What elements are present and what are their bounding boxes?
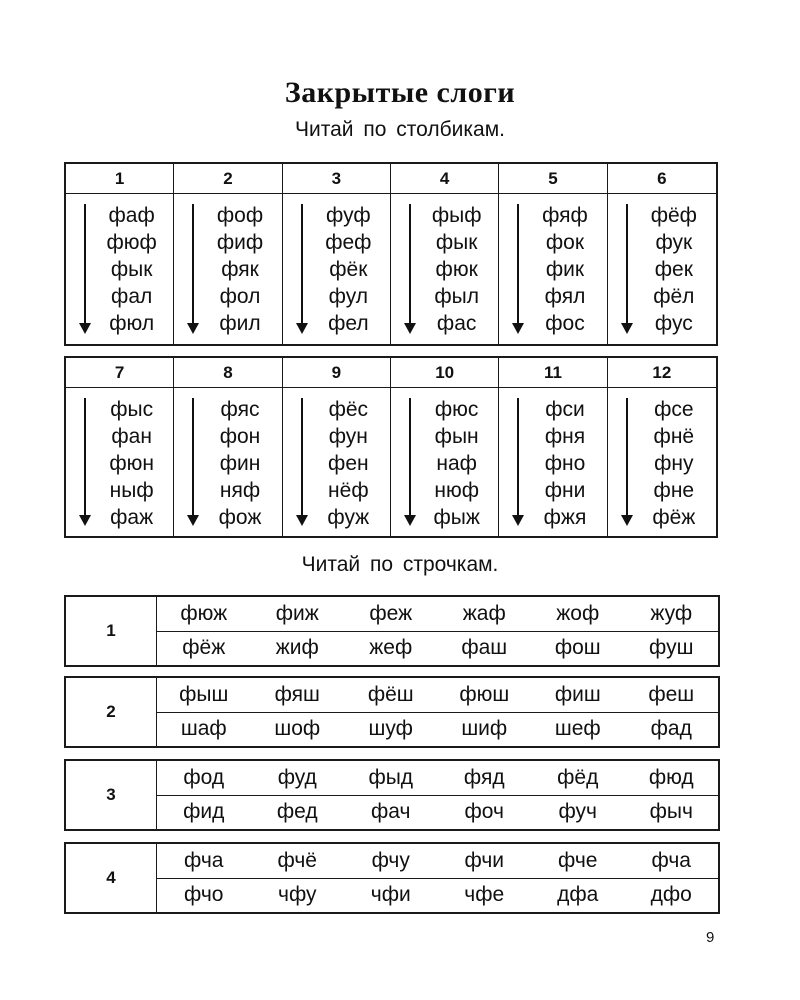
down-arrow-icon: [404, 398, 416, 526]
column-body: [608, 194, 716, 344]
syllable: фюс: [434, 398, 479, 421]
syllable: фыч: [649, 800, 693, 824]
column-table: [64, 162, 718, 346]
syllable: фуд: [277, 765, 317, 789]
column-body: [66, 194, 173, 344]
syllable-list: [634, 202, 714, 337]
column-body: [66, 388, 173, 536]
syllable-list: [200, 396, 279, 531]
syllable: жиф: [275, 636, 319, 660]
down-arrow-icon: [404, 204, 416, 334]
column-cell: [66, 164, 174, 344]
syllable: жоф: [556, 601, 600, 625]
syllable-row: [157, 761, 718, 796]
syllable: фси: [545, 398, 585, 421]
arrow-shaft: [409, 398, 411, 517]
arrow-shaft: [517, 398, 519, 517]
arrow-shaft: [626, 398, 628, 517]
syllable: фек: [654, 258, 693, 281]
syllable: фун: [328, 425, 368, 448]
arrow-head: [404, 323, 416, 334]
syllable-list: [417, 202, 496, 337]
syllable: фюн: [109, 452, 154, 475]
syllable-row: [157, 879, 718, 913]
syllable: фыш: [179, 682, 229, 706]
syllable: чфи: [370, 883, 411, 907]
column-body: [283, 194, 390, 344]
column-number: 1: [66, 164, 173, 194]
arrow-shaft: [192, 204, 194, 325]
syllable: феж: [369, 601, 413, 625]
column-body: [283, 388, 390, 536]
syllable: фжя: [543, 506, 587, 529]
syllable: фын: [434, 425, 479, 448]
syllable-row: [157, 713, 718, 747]
arrow-shaft: [84, 204, 86, 325]
arrow-head: [621, 515, 633, 526]
arrow-shaft: [301, 398, 303, 517]
syllable: фуф: [326, 204, 371, 227]
syllable: фяд: [463, 765, 505, 789]
syllable: фоф: [216, 204, 264, 227]
column-body: [608, 388, 716, 536]
column-table: [64, 356, 718, 538]
column-number: 2: [174, 164, 281, 194]
column-cell: [174, 358, 282, 536]
syllable: фаш: [461, 636, 508, 660]
syllable: шоф: [274, 717, 321, 741]
down-arrow-icon: [187, 204, 199, 334]
column-cell: [66, 358, 174, 536]
syllable: дфо: [650, 883, 692, 907]
syllable: фуч: [558, 800, 597, 824]
arrow-head: [512, 515, 524, 526]
column-cell: [283, 358, 391, 536]
syllable: фюл: [109, 312, 155, 335]
syllable: фчи: [464, 848, 504, 872]
row-table: [64, 842, 720, 914]
down-arrow-icon: [512, 204, 524, 334]
syllable: фык: [435, 231, 478, 254]
arrow-shaft: [517, 204, 519, 325]
syllable: фыд: [368, 765, 414, 789]
column-number: 12: [608, 358, 716, 388]
row-table: [64, 676, 720, 748]
syllable: фял: [544, 285, 586, 308]
syllable: фок: [545, 231, 585, 254]
syllable: фёф: [650, 204, 697, 227]
syllable: фяш: [274, 682, 320, 706]
syllable: фил: [219, 312, 261, 335]
row-table: [64, 595, 720, 667]
syllable: фче: [558, 848, 598, 872]
column-number: 5: [499, 164, 606, 194]
row-number: 4: [66, 844, 157, 912]
syllable: фин: [219, 452, 261, 475]
syllable: фож: [218, 506, 262, 529]
syllable: фус: [654, 312, 693, 335]
syllable: фнё: [653, 425, 695, 448]
syllable: фид: [183, 800, 225, 824]
syllable: фоч: [464, 800, 504, 824]
row-number: 2: [66, 678, 157, 746]
syllable: шиф: [461, 717, 508, 741]
syllable: фяк: [221, 258, 259, 281]
column-body: [174, 388, 281, 536]
syllable: нюф: [434, 479, 479, 502]
syllable: фёс: [328, 398, 369, 421]
column-body: [499, 194, 606, 344]
column-number: 6: [608, 164, 716, 194]
arrow-head: [621, 323, 633, 334]
syllable: фчо: [184, 883, 224, 907]
syllable: фаж: [110, 506, 154, 529]
syllable: фед: [276, 800, 318, 824]
syllable: жеф: [369, 636, 413, 660]
syllable-row: [157, 597, 718, 632]
syllable: фиш: [554, 682, 601, 706]
syllable: нёф: [328, 479, 369, 502]
row-lines: [157, 844, 718, 912]
column-number: 8: [174, 358, 281, 388]
instruction-columns: Читай по столбикам.: [295, 118, 505, 141]
syllable-row: [157, 796, 718, 830]
syllable: шеф: [554, 717, 601, 741]
syllable: фни: [544, 479, 586, 502]
syllable: фык: [110, 258, 153, 281]
arrow-head: [296, 515, 308, 526]
arrow-head: [79, 323, 91, 334]
down-arrow-icon: [79, 204, 91, 334]
syllable: фча: [651, 848, 691, 872]
down-arrow-icon: [296, 204, 308, 334]
row-number: 3: [66, 761, 157, 829]
arrow-head: [404, 515, 416, 526]
syllable: фяф: [542, 204, 588, 227]
arrow-shaft: [409, 204, 411, 325]
syllable: жуф: [650, 601, 693, 625]
syllable-list: [92, 396, 171, 531]
column-number: 10: [391, 358, 498, 388]
column-cell: [283, 164, 391, 344]
arrow-head: [187, 515, 199, 526]
arrow-head: [296, 323, 308, 334]
syllable: шуф: [368, 717, 413, 741]
syllable: няф: [219, 479, 261, 502]
column-cell: [391, 358, 499, 536]
syllable: фёж: [182, 636, 226, 660]
column-body: [174, 194, 281, 344]
syllable: дфа: [557, 883, 599, 907]
column-cell: [499, 164, 607, 344]
syllable: фиф: [216, 231, 264, 254]
syllable: фос: [545, 312, 585, 335]
syllable: фня: [544, 425, 586, 448]
syllable-list: [417, 396, 496, 531]
syllable: фыж: [433, 506, 480, 529]
syllable: фчё: [277, 848, 317, 872]
syllable: фод: [183, 765, 225, 789]
syllable-list: [634, 396, 714, 531]
syllable: фад: [650, 717, 692, 741]
syllable: фаф: [108, 204, 155, 227]
syllable: фно: [544, 452, 586, 475]
syllable: фёл: [653, 285, 695, 308]
syllable: фёш: [367, 682, 414, 706]
syllable: наф: [436, 452, 477, 475]
syllable: фюж: [180, 601, 228, 625]
syllable: фюк: [435, 258, 478, 281]
arrow-head: [512, 323, 524, 334]
syllable: фыф: [431, 204, 482, 227]
syllable: фик: [545, 258, 585, 281]
syllable-list: [92, 202, 171, 337]
syllable: фсе: [654, 398, 694, 421]
down-arrow-icon: [621, 398, 633, 526]
arrow-shaft: [84, 398, 86, 517]
syllable: фел: [328, 312, 369, 335]
syllable: ныф: [109, 479, 154, 502]
column-number: 4: [391, 164, 498, 194]
syllable: фук: [655, 231, 693, 254]
syllable: фон: [219, 425, 261, 448]
column-cell: [499, 358, 607, 536]
syllable: фяс: [220, 398, 260, 421]
down-arrow-icon: [187, 398, 199, 526]
syllable: фуш: [649, 636, 694, 660]
syllable: фне: [653, 479, 695, 502]
syllable-row: [157, 844, 718, 879]
syllable: чфе: [464, 883, 505, 907]
syllable-list: [525, 396, 604, 531]
syllable: фёк: [329, 258, 368, 281]
syllable: фен: [328, 452, 369, 475]
syllable: феш: [648, 682, 695, 706]
row-lines: [157, 761, 718, 829]
syllable: фюш: [459, 682, 510, 706]
syllable: фёж: [652, 506, 696, 529]
arrow-head: [187, 323, 199, 334]
column-number: 9: [283, 358, 390, 388]
column-cell: [608, 358, 716, 536]
column-number: 3: [283, 164, 390, 194]
arrow-shaft: [192, 398, 194, 517]
syllable: фул: [328, 285, 368, 308]
instruction-rows: Читай по строчкам.: [301, 553, 499, 576]
page-title: Закрытые слоги: [284, 76, 516, 109]
syllable: фош: [554, 636, 601, 660]
syllable-list: [309, 202, 388, 337]
syllable: фну: [654, 452, 694, 475]
row-table: [64, 759, 720, 831]
column-cell: [174, 164, 282, 344]
syllable: фюд: [648, 765, 694, 789]
syllable: жаф: [462, 601, 506, 625]
syllable: фыс: [110, 398, 154, 421]
syllable-list: [309, 396, 388, 531]
down-arrow-icon: [512, 398, 524, 526]
syllable-row: [157, 678, 718, 713]
column-cell: [608, 164, 716, 344]
syllable: феф: [325, 231, 372, 254]
column-number: 7: [66, 358, 173, 388]
syllable: шаф: [180, 717, 227, 741]
syllable: фюф: [106, 231, 157, 254]
syllable-list: [525, 202, 604, 337]
down-arrow-icon: [621, 204, 633, 334]
syllable: фал: [111, 285, 153, 308]
syllable: фёд: [557, 765, 599, 789]
syllable: чфу: [278, 883, 317, 907]
arrow-head: [79, 515, 91, 526]
column-body: [499, 388, 606, 536]
syllable: фан: [111, 425, 152, 448]
syllable: фач: [371, 800, 411, 824]
syllable-row: [157, 632, 718, 666]
syllable: фас: [436, 312, 477, 335]
column-number: 11: [499, 358, 606, 388]
column-body: [391, 388, 498, 536]
down-arrow-icon: [296, 398, 308, 526]
syllable: фчу: [371, 848, 410, 872]
syllable-list: [200, 202, 279, 337]
column-cell: [391, 164, 499, 344]
row-lines: [157, 678, 718, 746]
page-number: 9: [706, 929, 715, 946]
arrow-shaft: [301, 204, 303, 325]
syllable: фча: [184, 848, 224, 872]
arrow-shaft: [626, 204, 628, 325]
syllable: фыл: [434, 285, 479, 308]
row-number: 1: [66, 597, 157, 665]
syllable: фиж: [275, 601, 319, 625]
column-body: [391, 194, 498, 344]
row-lines: [157, 597, 718, 665]
syllable: фол: [219, 285, 261, 308]
syllable: фуж: [327, 506, 370, 529]
down-arrow-icon: [79, 398, 91, 526]
